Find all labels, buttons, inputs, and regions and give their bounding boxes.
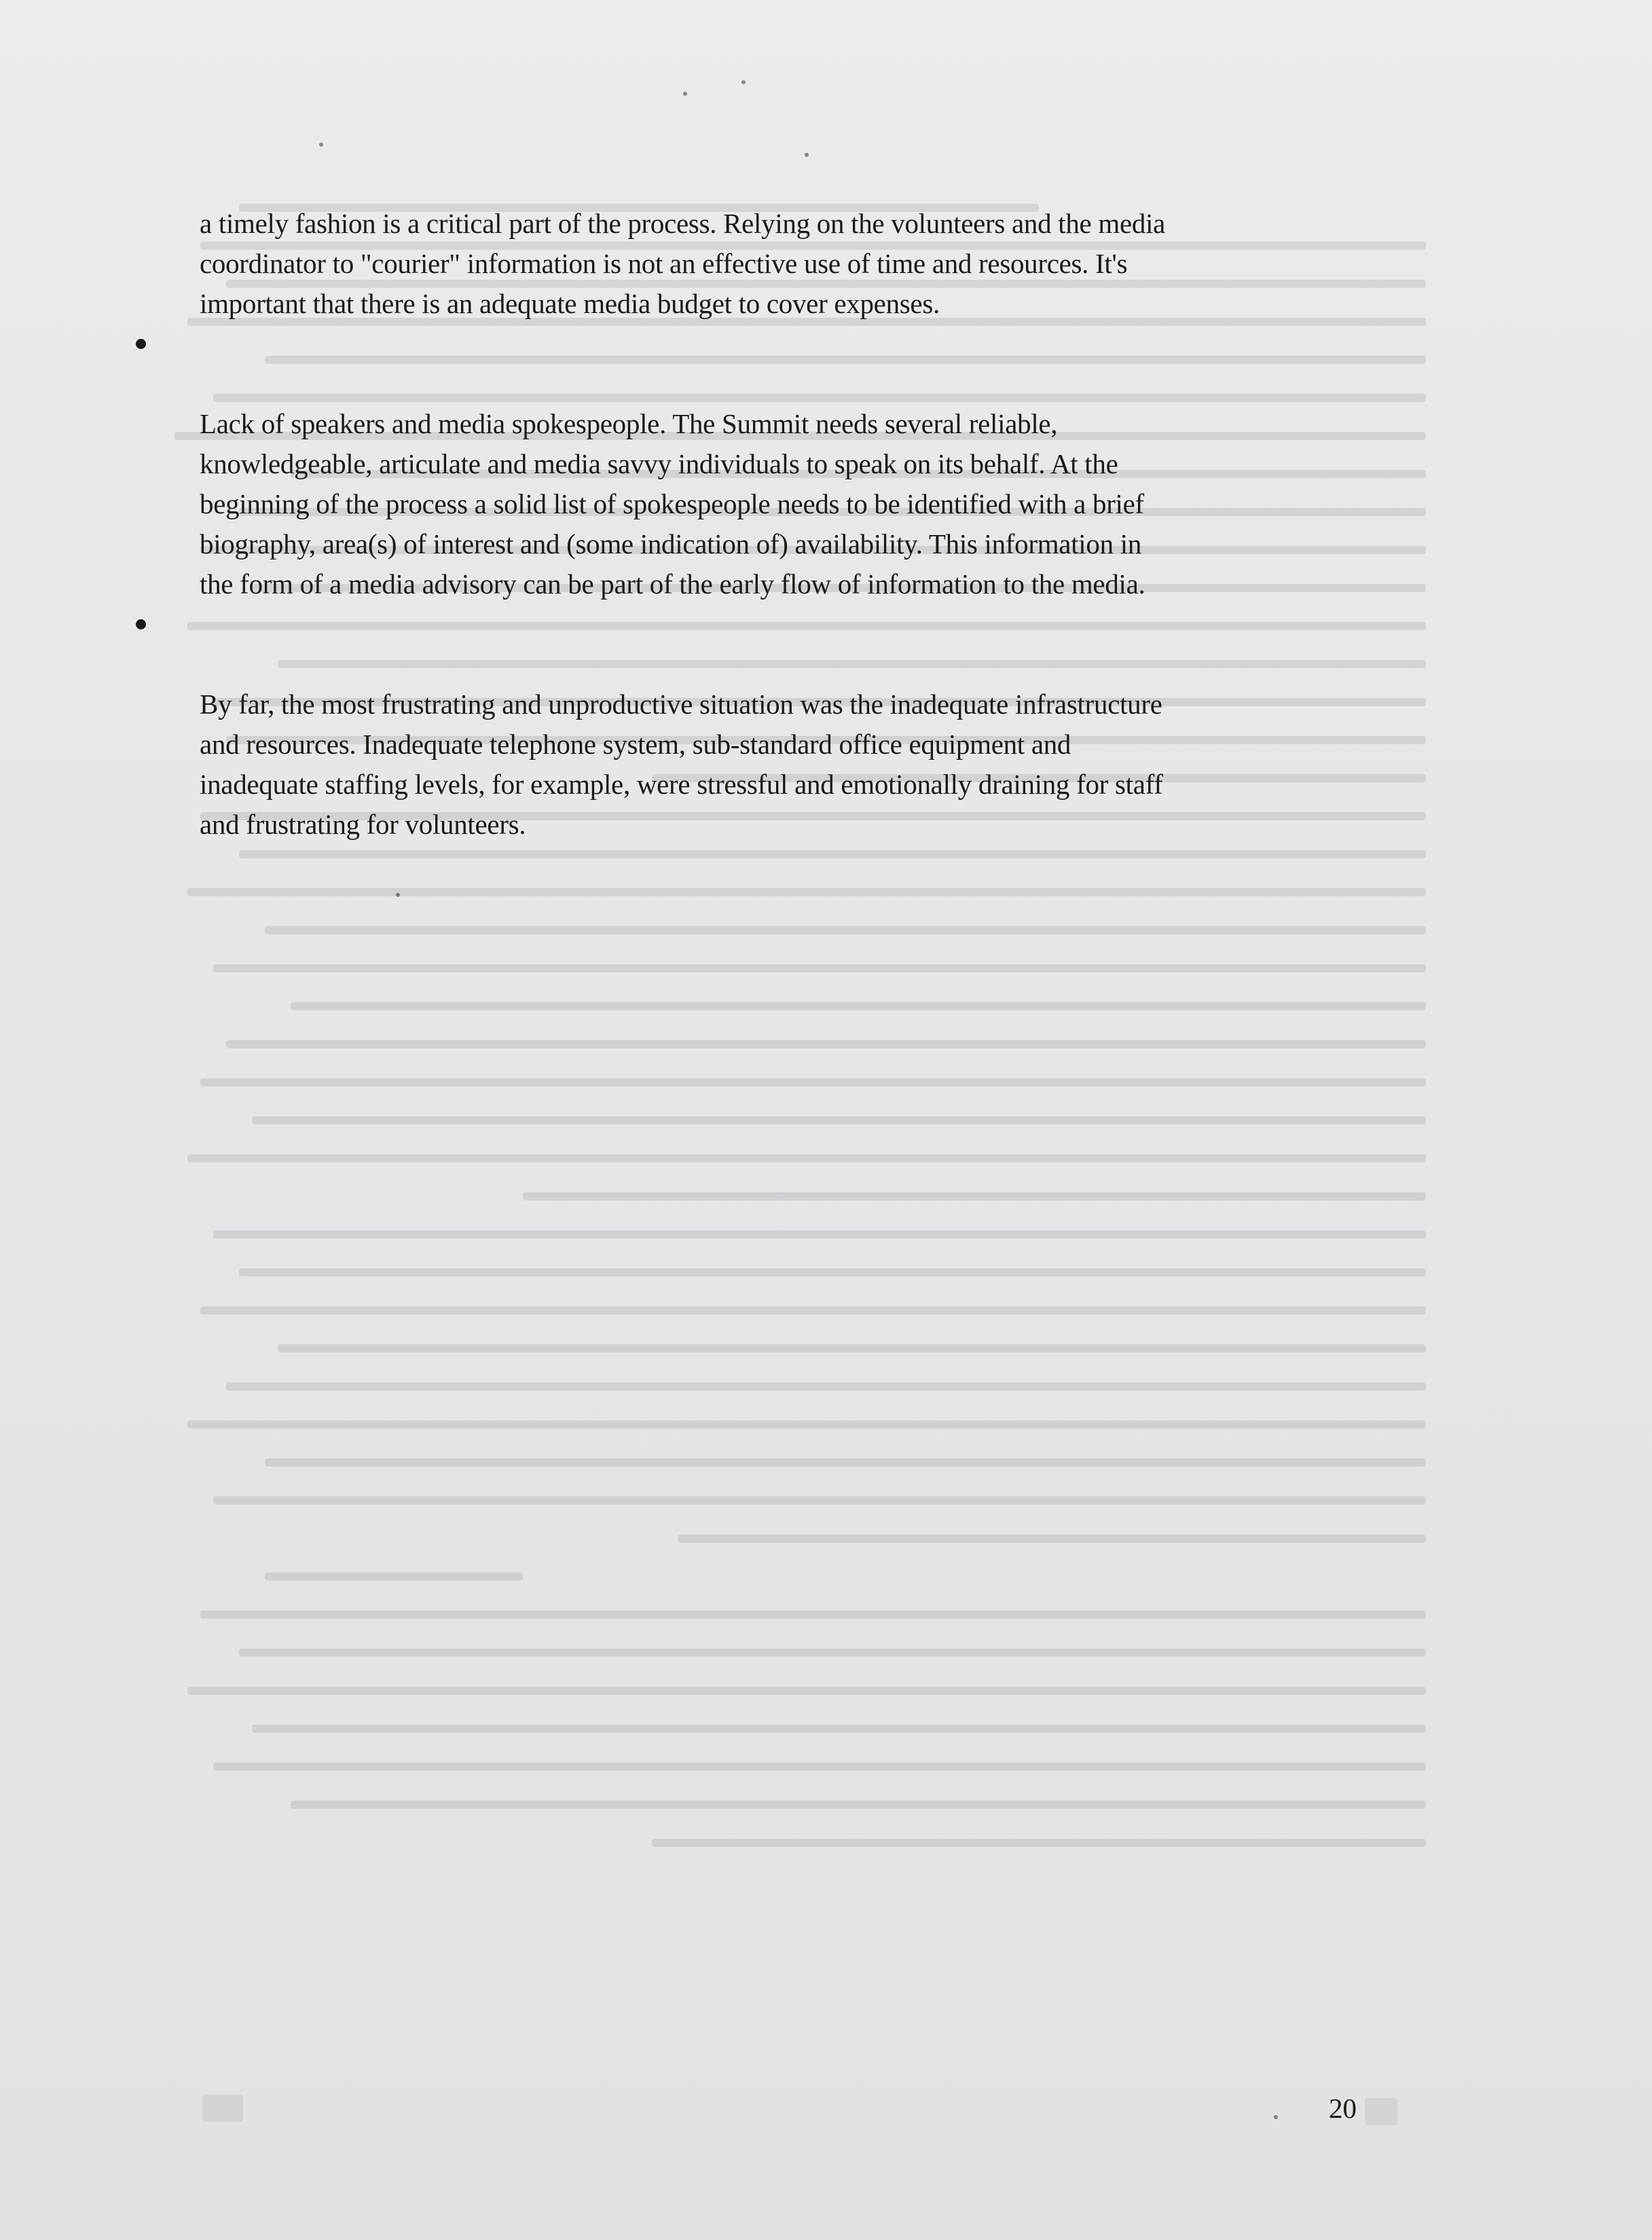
scan-speck <box>1274 2115 1278 2119</box>
scan-speck <box>683 92 687 96</box>
bullet-text: Lack of speakers and media spokespeople. The Summit needs several reliable, knowledgeable, articulate and media savvy individuals to speak on its behalf. At the beginning of the process a solid list of spokespeople needs to be identified with a brief biography, area(s) of interest and (some indication of) availability. This information in the form of a media advisory can be part of the early flow of information to the media. <box>200 408 1145 600</box>
page-number: 20 <box>1329 2093 1357 2124</box>
bleed-through-page-number <box>1365 2098 1397 2125</box>
continued-paragraph: a timely fashion is a critical part of the process. Relying on the volunteers and the media coordinator to "courier" information is not an effective use of time and resources. It's important that there is an adequate media budget to cover expenses. <box>200 208 1166 319</box>
bullet-item-speakers <box>136 324 1426 604</box>
scan-speck <box>319 143 323 147</box>
scan-speck <box>396 893 400 897</box>
bullet-item-infrastructure <box>136 604 1426 845</box>
scan-speck <box>741 80 746 84</box>
scan-speck <box>805 153 809 157</box>
bullet-icon <box>136 339 146 349</box>
body-text <box>136 204 1426 845</box>
bullet-text: By far, the most frustrating and unproductive situation was the inadequate infrastructure and resources. Inadequate telephone system, sub-standard office equipment and inadequate staffing levels, for example, were stressful and emotionally draining for staff and frustrating for volunteers. <box>200 688 1163 840</box>
bleed-through-page-number <box>202 2095 243 2122</box>
bullet-icon <box>136 619 146 629</box>
